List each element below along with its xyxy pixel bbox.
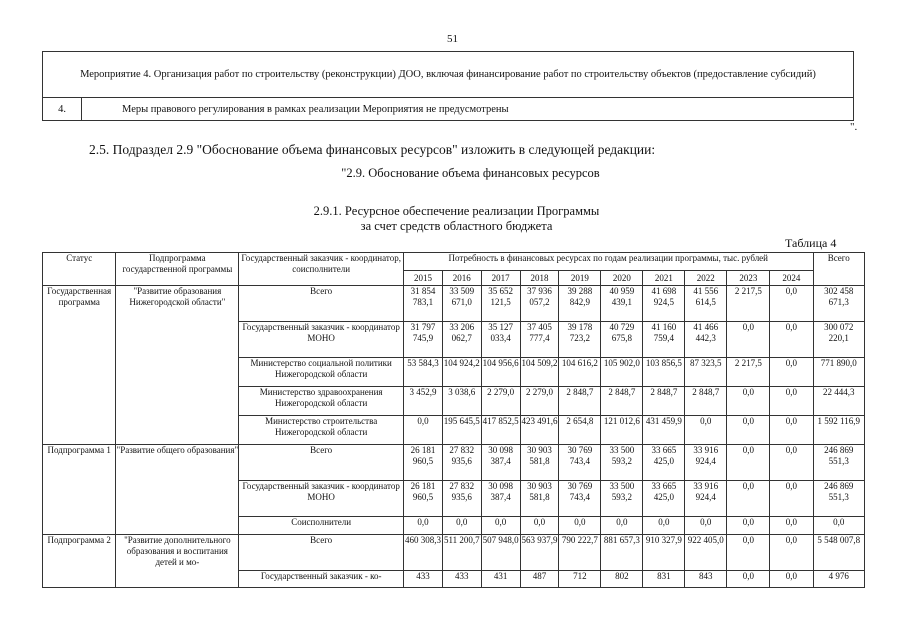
- header-year: 2022: [685, 271, 727, 286]
- row-value: 2 848,7: [643, 387, 685, 416]
- row-value: 433: [404, 571, 443, 588]
- row-value: 195 645,5: [442, 416, 481, 445]
- row-value: 0,0: [404, 517, 443, 535]
- row-customer: Всего: [239, 445, 404, 481]
- row-value: 0,0: [770, 571, 813, 588]
- row-value: 33 500 593,2: [601, 445, 643, 481]
- row-value: 35 652 121,5: [481, 286, 520, 322]
- row-status: Подпрограмма 1: [43, 445, 116, 535]
- row-customer: Министерство социальной политики Нижегородской области: [239, 358, 404, 387]
- row-value: 31 854 783,1: [404, 286, 443, 322]
- row-value: 0,0: [770, 535, 813, 571]
- row-value: 0,0: [770, 445, 813, 481]
- row-value: 831: [643, 571, 685, 588]
- section-subheading: "2.9. Обоснование объема финансовых ресурсов: [341, 166, 600, 180]
- measure-row-text: Меры правового регулирования в рамках реализации Мероприятия не предусмотрены: [82, 98, 854, 121]
- row-value: 0,0: [770, 387, 813, 416]
- table-title: [0, 204, 905, 234]
- row-value: 105 902,0: [601, 358, 643, 387]
- row-value: 0,0: [770, 322, 813, 358]
- header-program: Подпрограмма государственной программы: [116, 253, 239, 286]
- measure-table: [42, 51, 854, 121]
- row-value: 2 279,0: [481, 387, 520, 416]
- row-value: 39 288 842,9: [559, 286, 601, 322]
- header-year: 2017: [481, 271, 520, 286]
- row-value: 712: [559, 571, 601, 588]
- row-value: 802: [601, 571, 643, 588]
- row-value: 0,0: [727, 517, 770, 535]
- row-value: 104 616,2: [559, 358, 601, 387]
- row-value: 2 217,5: [727, 358, 770, 387]
- row-status: Подпрограмма 2: [43, 535, 116, 588]
- header-status: Статус: [43, 253, 116, 286]
- header-year: 2019: [559, 271, 601, 286]
- row-value: 433: [442, 571, 481, 588]
- header-year: 2015: [404, 271, 443, 286]
- table-row: [43, 535, 865, 571]
- row-value: 121 012,6: [601, 416, 643, 445]
- row-value: 87 323,5: [685, 358, 727, 387]
- row-value: 881 657,3: [601, 535, 643, 571]
- row-value: 37 405 777,4: [520, 322, 559, 358]
- row-value: 507 948,0: [481, 535, 520, 571]
- row-total: 246 869 551,3: [813, 481, 865, 517]
- table-number: Таблица 4: [785, 236, 837, 250]
- row-value: 0,0: [685, 517, 727, 535]
- row-value: 423 491,6: [520, 416, 559, 445]
- row-value: 41 698 924,5: [643, 286, 685, 322]
- row-value: 0,0: [404, 416, 443, 445]
- row-value: 460 308,3: [404, 535, 443, 571]
- amendment-paragraph: 2.5. Подраздел 2.9 "Обоснование объема финансовых ресурсов" изложить в следующей редакции:: [89, 142, 656, 157]
- page-number: 51: [447, 33, 458, 45]
- row-customer: Государственный заказчик - координатор МОНО: [239, 481, 404, 517]
- row-value: 40 959 439,1: [601, 286, 643, 322]
- table-row: [43, 286, 865, 322]
- row-value: 3 452,9: [404, 387, 443, 416]
- row-program: "Развитие дополнительного образования и воспитания детей и мо-: [116, 535, 239, 588]
- funding-table-body: [43, 286, 865, 588]
- row-value: 0,0: [770, 481, 813, 517]
- row-value: 0,0: [601, 517, 643, 535]
- row-value: 33 206 062,7: [442, 322, 481, 358]
- row-value: 33 509 671,0: [442, 286, 481, 322]
- row-status: Государственная программа: [43, 286, 116, 445]
- row-value: 0,0: [727, 571, 770, 588]
- row-value: 37 936 057,2: [520, 286, 559, 322]
- row-value: 27 832 935,6: [442, 445, 481, 481]
- row-value: 104 509,2: [520, 358, 559, 387]
- row-total: 771 890,0: [813, 358, 865, 387]
- row-value: 41 466 442,3: [685, 322, 727, 358]
- row-program: "Развитие общего образования": [116, 445, 239, 535]
- row-value: 33 916 924,4: [685, 445, 727, 481]
- row-value: 41 160 759,4: [643, 322, 685, 358]
- row-value: 0,0: [770, 416, 813, 445]
- row-value: 0,0: [520, 517, 559, 535]
- row-value: 922 405,0: [685, 535, 727, 571]
- row-value: 30 769 743,4: [559, 481, 601, 517]
- table-title-line-1: 2.9.1. Ресурсное обеспечение реализации Программы: [313, 204, 600, 218]
- row-value: 2 279,0: [520, 387, 559, 416]
- header-total: Всего: [813, 253, 865, 286]
- table-title-line-2: за счет средств областного бюджета: [360, 219, 553, 233]
- row-value: 0,0: [727, 445, 770, 481]
- row-value: 0,0: [442, 517, 481, 535]
- row-value: 103 856,5: [643, 358, 685, 387]
- row-value: 790 222,7: [559, 535, 601, 571]
- row-value: 2 848,7: [601, 387, 643, 416]
- row-value: 3 038,6: [442, 387, 481, 416]
- row-value: 26 181 960,5: [404, 445, 443, 481]
- row-value: 0,0: [770, 358, 813, 387]
- row-value: 2 217,5: [727, 286, 770, 322]
- row-value: 2 848,7: [559, 387, 601, 416]
- row-value: 2 654,8: [559, 416, 601, 445]
- row-value: 41 556 614,5: [685, 286, 727, 322]
- row-value: 2 848,7: [685, 387, 727, 416]
- row-value: 35 127 033,4: [481, 322, 520, 358]
- row-value: 104 956,6: [481, 358, 520, 387]
- row-value: 40 729 675,8: [601, 322, 643, 358]
- row-value: 53 584,3: [404, 358, 443, 387]
- row-value: 0,0: [559, 517, 601, 535]
- row-value: 30 098 387,4: [481, 445, 520, 481]
- row-value: 33 665 425,0: [643, 445, 685, 481]
- header-year: 2018: [520, 271, 559, 286]
- row-value: 33 500 593,2: [601, 481, 643, 517]
- measure-title: Мероприятие 4. Организация работ по строительству (реконструкции) ДОО, включая финансирование работ по строительству объектов (предоставление субсидий): [43, 52, 854, 98]
- row-value: 33 665 425,0: [643, 481, 685, 517]
- row-total: 22 444,3: [813, 387, 865, 416]
- row-value: 511 200,7: [442, 535, 481, 571]
- row-value: 31 797 745,9: [404, 322, 443, 358]
- row-value: 30 098 387,4: [481, 481, 520, 517]
- row-total: 1 592 116,9: [813, 416, 865, 445]
- row-value: 431: [481, 571, 520, 588]
- row-value: 0,0: [727, 387, 770, 416]
- row-program: "Развитие образования Нижегородской области": [116, 286, 239, 445]
- row-value: 39 178 723,2: [559, 322, 601, 358]
- header-year: 2024: [770, 271, 813, 286]
- row-customer: Соисполнители: [239, 517, 404, 535]
- header-year: 2023: [727, 271, 770, 286]
- row-value: 417 852,5: [481, 416, 520, 445]
- row-total: 0,0: [813, 517, 865, 535]
- row-total: 5 548 007,8: [813, 535, 865, 571]
- header-customer: Государственный заказчик - координатор, соисполнители: [239, 253, 404, 286]
- row-value: 27 832 935,6: [442, 481, 481, 517]
- row-value: 30 903 581,8: [520, 481, 559, 517]
- measure-row-number: 4.: [43, 98, 82, 121]
- row-value: 0,0: [685, 416, 727, 445]
- row-value: 0,0: [727, 322, 770, 358]
- row-value: 0,0: [770, 286, 813, 322]
- row-customer: Министерство строительства Нижегородской области: [239, 416, 404, 445]
- row-value: 0,0: [643, 517, 685, 535]
- row-value: 30 903 581,8: [520, 445, 559, 481]
- funding-table: [42, 252, 865, 588]
- row-total: 302 458 671,3: [813, 286, 865, 322]
- row-customer: Всего: [239, 535, 404, 571]
- row-customer: Всего: [239, 286, 404, 322]
- table-row: [43, 445, 865, 481]
- row-value: 0,0: [727, 416, 770, 445]
- row-value: 26 181 960,5: [404, 481, 443, 517]
- header-year: 2016: [442, 271, 481, 286]
- row-value: 0,0: [481, 517, 520, 535]
- row-value: 0,0: [727, 535, 770, 571]
- header-need: Потребность в финансовых ресурсах по годам реализации программы, тыс. рублей: [404, 253, 813, 271]
- row-value: 0,0: [727, 481, 770, 517]
- row-customer: Министерство здравоохранения Нижегородской области: [239, 387, 404, 416]
- row-value: 0,0: [770, 517, 813, 535]
- closing-quote: ".: [850, 121, 858, 133]
- row-customer: Государственный заказчик - ко-: [239, 571, 404, 588]
- row-customer: Государственный заказчик - координатор МОНО: [239, 322, 404, 358]
- row-value: 30 769 743,4: [559, 445, 601, 481]
- row-value: 104 924,2: [442, 358, 481, 387]
- row-value: 563 937,9: [520, 535, 559, 571]
- row-value: 910 327,9: [643, 535, 685, 571]
- row-total: 4 976: [813, 571, 865, 588]
- header-year: 2021: [643, 271, 685, 286]
- row-value: 431 459,9: [643, 416, 685, 445]
- row-total: 300 072 220,1: [813, 322, 865, 358]
- row-value: 487: [520, 571, 559, 588]
- header-year: 2020: [601, 271, 643, 286]
- row-value: 33 916 924,4: [685, 481, 727, 517]
- row-value: 843: [685, 571, 727, 588]
- row-total: 246 869 551,3: [813, 445, 865, 481]
